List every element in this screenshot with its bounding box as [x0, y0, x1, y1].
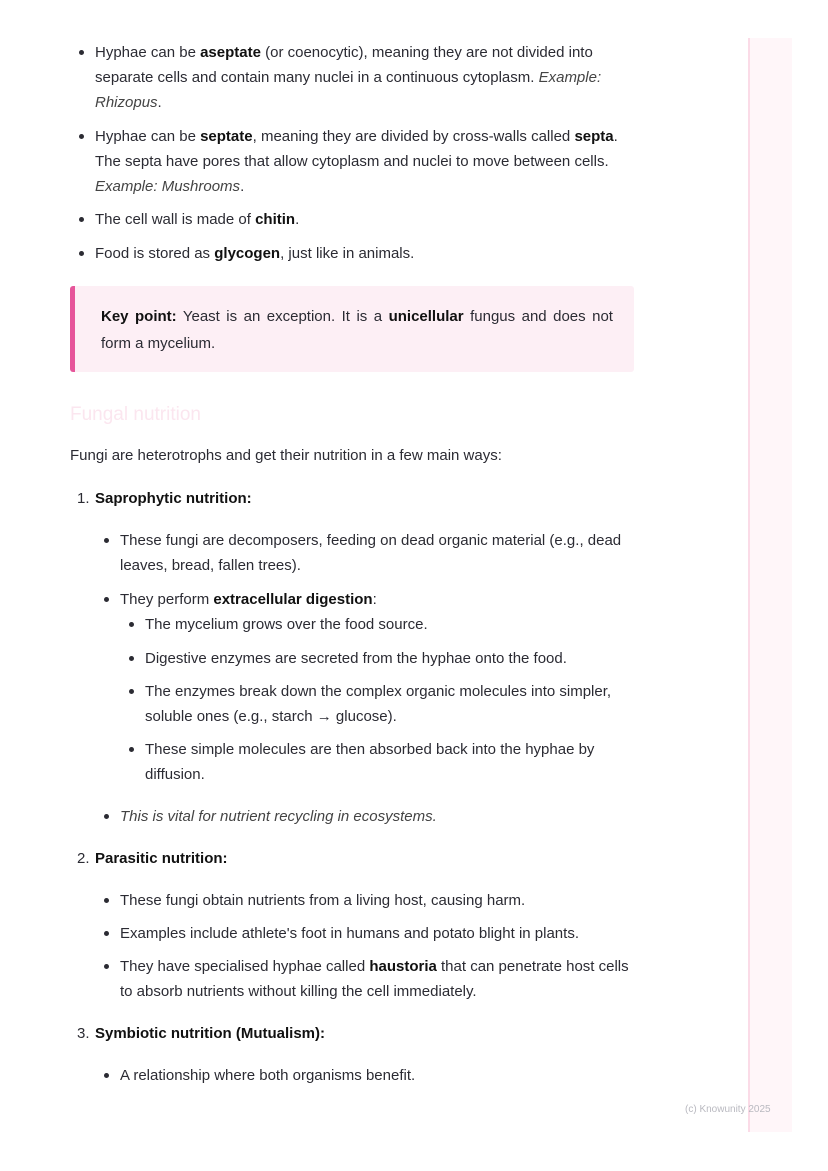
- bold-term: aseptate: [200, 44, 261, 61]
- example: Example: Rhizopus: [95, 69, 602, 111]
- key-point-callout: [70, 286, 634, 372]
- text: The enzymes break down the complex organic molecules into simpler, soluble ones (e.g., starch → glucose).: [145, 683, 612, 725]
- bullet-icon: [129, 747, 134, 752]
- bold-term: unicellular: [388, 308, 464, 325]
- text: , just like in animals.: [280, 245, 415, 262]
- bold-term: septa: [574, 128, 614, 145]
- text: .: [295, 211, 300, 228]
- text: .: [157, 94, 162, 111]
- text: These fungi obtain nutrients from a living host, causing harm.: [120, 892, 526, 909]
- bold-term: haustoria: [369, 958, 437, 975]
- intro-paragraph: Fungi are heterotrophs and get their nutrition in a few main ways:: [70, 447, 502, 464]
- text: These simple molecules are then absorbed back into the hyphae by diffusion.: [145, 741, 595, 783]
- bullet-icon: [79, 251, 84, 256]
- list-item: [120, 1063, 635, 1088]
- list-item: [120, 528, 635, 578]
- bullet-icon: [129, 622, 134, 627]
- bullet-icon: [129, 689, 134, 694]
- text: Digestive enzymes are secreted from the hyphae onto the food.: [145, 650, 567, 667]
- list-item: [120, 954, 635, 1004]
- list-item: [120, 587, 635, 612]
- text: Yeast is an exception. It is a: [176, 308, 389, 325]
- example: Example: Mushrooms: [95, 178, 241, 195]
- item-number: 1.: [77, 490, 90, 507]
- text: These fungi are decomposers, feeding on dead organic material (e.g., dead leaves, bread, fallen trees).: [120, 532, 622, 574]
- numbered-item: [77, 846, 635, 871]
- bullet-icon: [129, 656, 134, 661]
- list-item: [145, 646, 635, 671]
- text: They perform: [120, 591, 214, 608]
- text: . The septa have pores that allow cytoplasm and nuclei to move between cells.: [95, 128, 618, 170]
- text: fungus and does not form a mycelium.: [101, 308, 613, 352]
- list-item: [95, 40, 635, 115]
- bullet-icon: [79, 50, 84, 55]
- side-margin-strip: [748, 38, 792, 1132]
- text: that can penetrate host cells to absorb nutrients without killing the cell immediately.: [120, 958, 629, 1000]
- numbered-item: [77, 486, 635, 511]
- text: .: [240, 178, 245, 195]
- list-item: [120, 888, 635, 913]
- item-number: 3.: [77, 1025, 90, 1042]
- note: This is vital for nutrient recycling in ecosystems.: [120, 808, 437, 825]
- text: , meaning they are divided by cross-walls called: [252, 128, 575, 145]
- bullet-icon: [79, 217, 84, 222]
- text: They have specialised hyphae called: [120, 958, 370, 975]
- list-item: [95, 124, 635, 199]
- item-title: Parasitic nutrition:: [95, 850, 228, 867]
- bold-term: extracellular digestion: [213, 591, 373, 608]
- list-item: [95, 241, 635, 266]
- text: A relationship where both organisms benefit.: [120, 1067, 416, 1084]
- text: Hyphae can be: [95, 44, 201, 61]
- bold-term: chitin: [255, 211, 296, 228]
- list-item: [120, 921, 635, 946]
- bold-term: glycogen: [214, 245, 281, 262]
- bullet-icon: [104, 597, 109, 602]
- bullet-icon: [79, 134, 84, 139]
- section-heading: Fungal nutrition: [70, 404, 201, 425]
- list-item: [145, 612, 635, 637]
- text: Food is stored as: [95, 245, 215, 262]
- text: Examples include athlete's foot in humans and potato blight in plants.: [120, 925, 579, 942]
- text: (or coenocytic), meaning they are not divided into separate cells and contain many nuclei in a continuous cytoplasm.: [95, 44, 593, 86]
- text: The mycelium grows over the food source.: [145, 616, 428, 633]
- bullet-icon: [104, 814, 109, 819]
- bullet-icon: [104, 1073, 109, 1078]
- text: :: [372, 591, 377, 608]
- footer-copyright: (c) Knowunity 2025: [685, 1104, 771, 1115]
- bold-term: septate: [200, 128, 253, 145]
- bullet-icon: [104, 538, 109, 543]
- list-item: [145, 737, 635, 787]
- bullet-icon: [104, 931, 109, 936]
- item-title: Symbiotic nutrition (Mutualism):: [95, 1025, 325, 1042]
- list-item: [95, 207, 635, 232]
- numbered-item: [77, 1021, 635, 1046]
- text: The cell wall is made of: [95, 211, 256, 228]
- list-item: [120, 804, 635, 829]
- bullet-icon: [104, 964, 109, 969]
- text: Hyphae can be: [95, 128, 201, 145]
- item-number: 2.: [77, 850, 90, 867]
- list-item: [145, 679, 635, 729]
- bullet-icon: [104, 898, 109, 903]
- callout-label: Key point:: [101, 308, 177, 325]
- item-title: Saprophytic nutrition:: [95, 490, 252, 507]
